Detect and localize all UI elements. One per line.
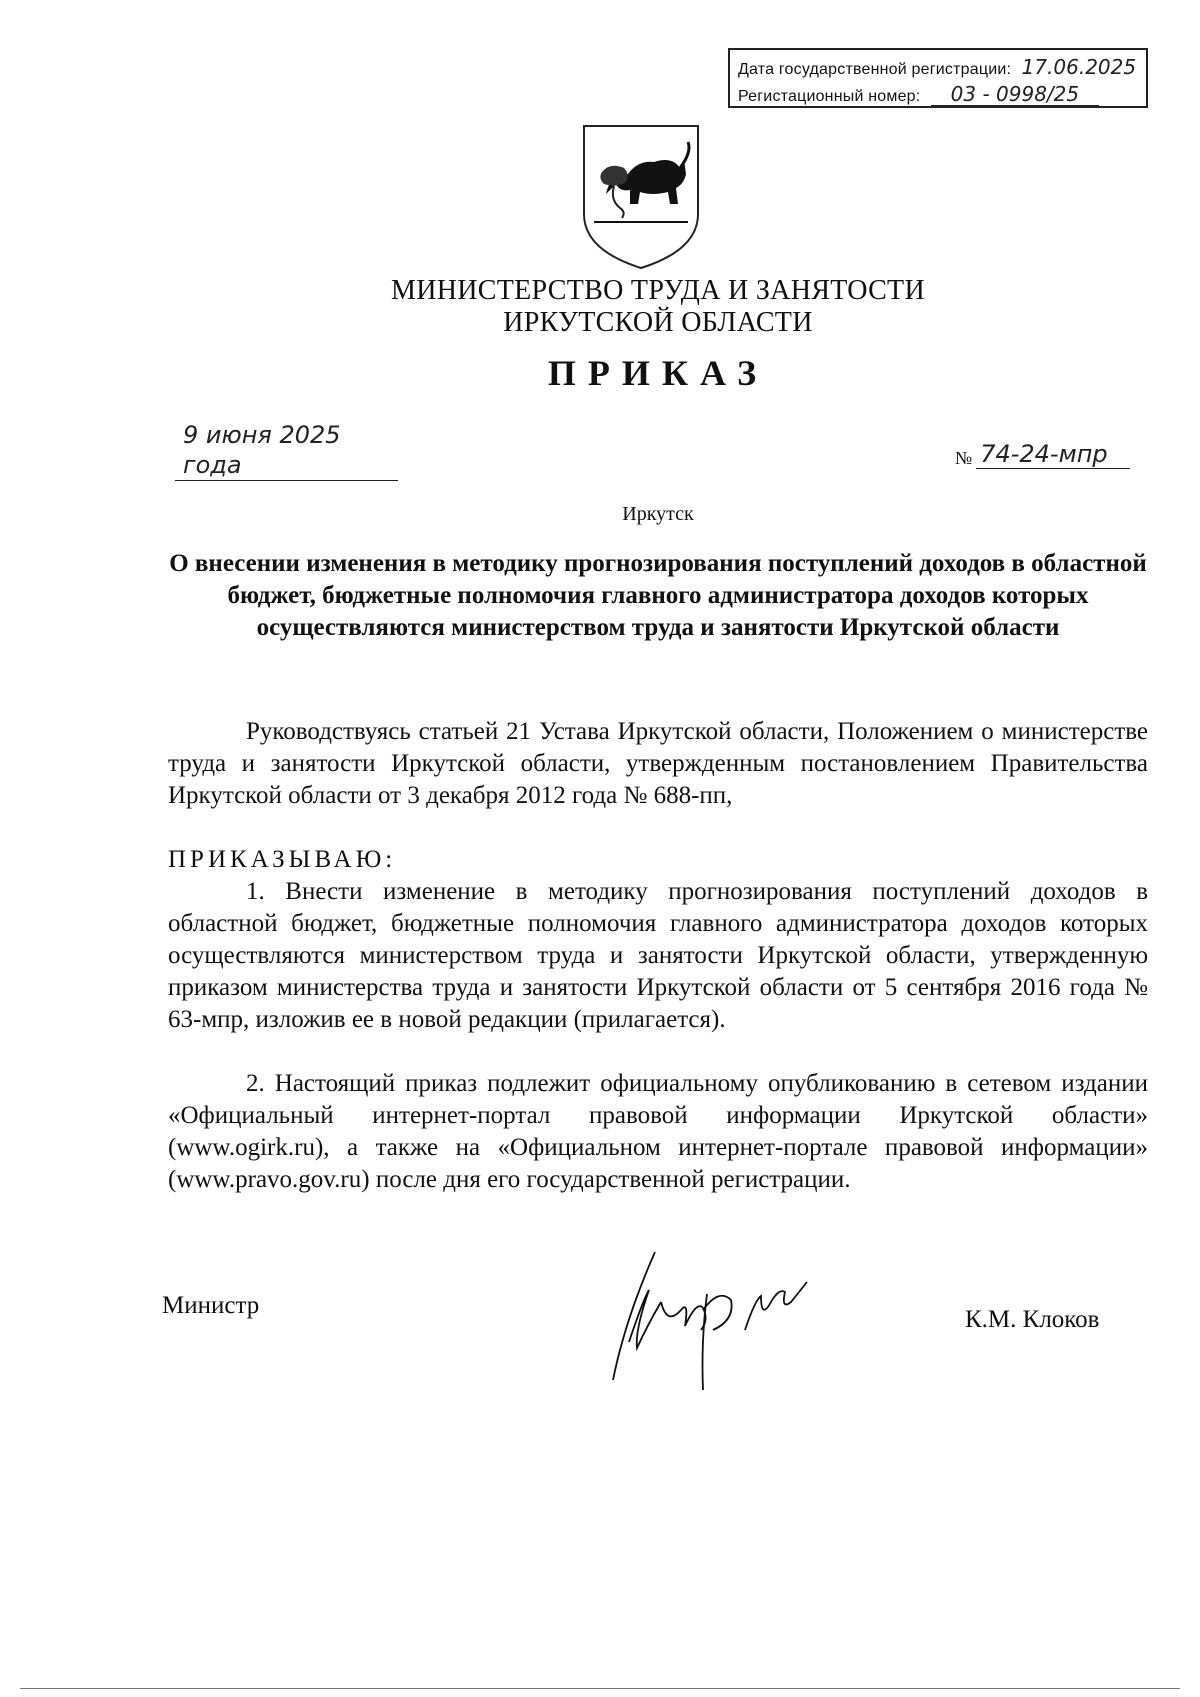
preamble: Руководствуясь статьей 21 Устава Иркутской области, Положением о министерстве труда и занятости Иркутской области, утвержденным постановлением Правительства Иркутской области от 3 декабря 2012 года № 688-пп, xyxy=(168,718,1148,809)
handwritten-signature xyxy=(585,1230,885,1395)
registration-stamp xyxy=(728,48,1148,108)
item1-block xyxy=(168,876,1148,1036)
order-number-value: 74-24-мпр xyxy=(976,440,1130,469)
city: Иркутск xyxy=(622,503,694,525)
page-bottom-rule xyxy=(20,1688,1180,1689)
registration-date-value: 17.06.2025 xyxy=(1021,55,1137,79)
order-date: 9 июня 2025 года xyxy=(175,420,398,481)
number-sign: № xyxy=(955,448,973,468)
order-number xyxy=(955,440,1130,469)
document-type-title: ПРИКАЗ xyxy=(547,353,769,393)
registration-date-row xyxy=(738,54,1138,83)
preamble-block xyxy=(168,716,1148,812)
registration-date-label: Дата государственной регистрации: xyxy=(738,61,1012,78)
decree-word: ПРИКАЗЫВАЮ: xyxy=(168,846,397,873)
order-subject: О внесении изменения в методику прогнозирования поступлений доходов в областной бюджет, бюджетные полномочия главного администратора доходов которых осуществляются министерством труда и занятости Иркутской области xyxy=(169,550,1147,641)
signatory-role: Министр xyxy=(162,1292,260,1319)
signatory-name: К.М. Клоков xyxy=(965,1306,1100,1333)
irkutsk-coat-of-arms-icon xyxy=(580,122,702,270)
item-2: 2. Настоящий приказ подлежит официальному опубликованию в сетевом издании «Официальный интернет-портал правовой информации Иркутской области» (www.ogirk.ru), а также на «Официальном интернет-портале правовой информации» (www.pravo.gov.ru) после дня его государственной регистрации. xyxy=(168,1070,1148,1193)
item2-block xyxy=(168,1068,1148,1196)
registration-number-label: Регистационный номер: xyxy=(738,88,921,105)
registration-number-value: 03 - 0998/25 xyxy=(931,83,1099,106)
registration-number-row xyxy=(738,83,1138,110)
ministry-name-line1: МИНИСТЕРСТВО ТРУДА И ЗАНЯТОСТИ xyxy=(391,275,925,306)
ministry-name-line2: ИРКУТСКОЙ ОБЛАСТИ xyxy=(503,307,813,338)
item-1: 1. Внести изменение в методику прогнозирования поступлений доходов в областной бюджет, бюджетные полномочия главного администратора доходов которых осуществляются министерством труда и занятости Иркутской области, утвержденную приказом министерства труда и занятости Иркутской области от 5 сентября 2016 года № 63-мпр, изложив ее в новой редакции (прилагается). xyxy=(168,878,1148,1033)
